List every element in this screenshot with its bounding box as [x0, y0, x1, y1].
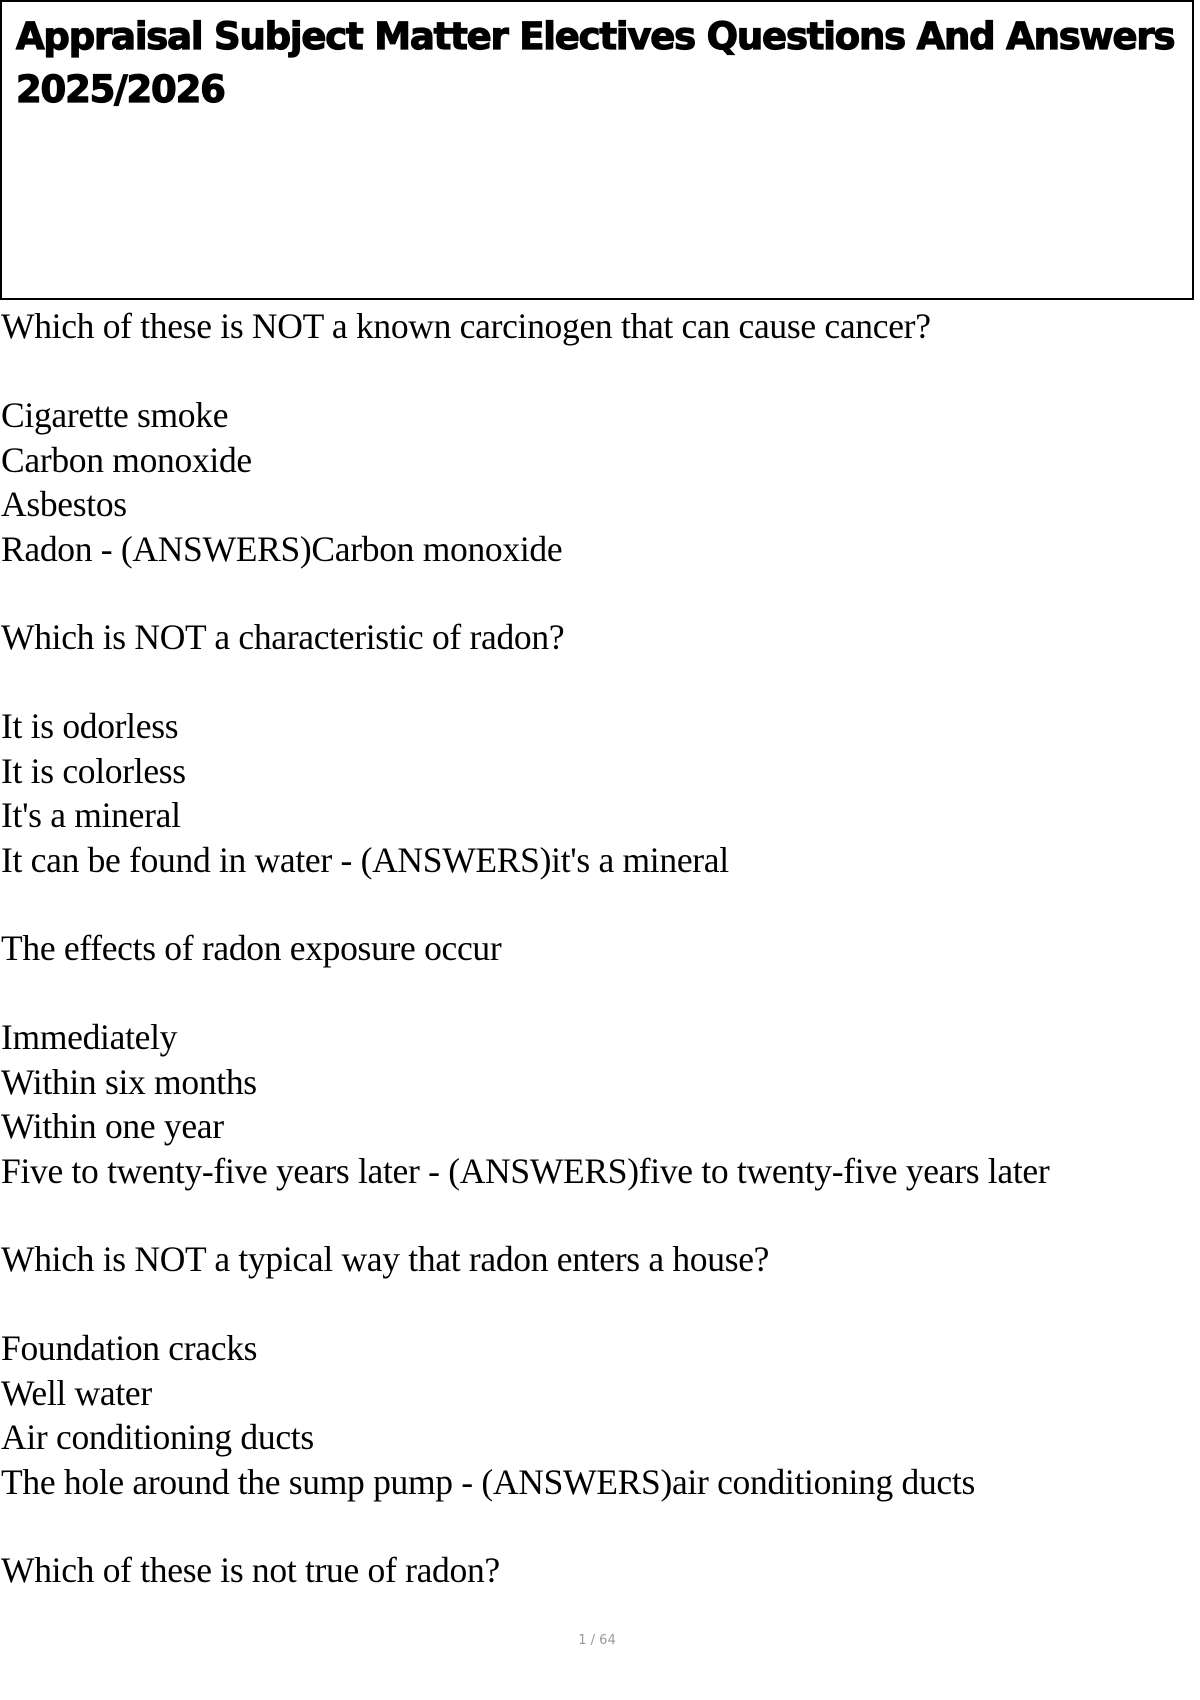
- question-block-3: [1, 926, 1191, 1193]
- document-title-line-1: Appraisal Subject Matter Electives Questions And Answers: [16, 15, 1175, 58]
- answer-option: Well water: [1, 1372, 152, 1413]
- answer-option: Asbestos: [1, 484, 127, 524]
- question-text: Which of these is NOT a known carcinogen that can cause cancer?: [1, 306, 931, 346]
- question-text: Which is NOT a characteristic of radon?: [1, 617, 565, 657]
- document-title-line-2: 2025/2026: [16, 68, 225, 111]
- question-text: Which of these is not true of radon?: [1, 1550, 500, 1590]
- question-block-2: [1, 615, 1191, 882]
- answer-option-with-answer: It can be found in water - (ANSWERS)it's a mineral: [1, 839, 729, 880]
- page-indicator: 1 / 64: [578, 1633, 616, 1648]
- question-text: Which is NOT a typical way that radon enters a house?: [1, 1239, 770, 1279]
- answer-option: Foundation cracks: [1, 1328, 258, 1368]
- answer-option: Carbon monoxide: [1, 439, 252, 480]
- answer-option: It is colorless: [1, 750, 186, 791]
- answer-option-with-answer: Radon - (ANSWERS)Carbon monoxide: [1, 528, 563, 569]
- document-title: [16, 10, 1180, 116]
- question-text: The effects of radon exposure occur: [1, 928, 502, 968]
- answer-option: Within six months: [1, 1061, 257, 1102]
- title-box: [0, 0, 1194, 300]
- answer-option-with-answer: Five to twenty-five years later - (ANSWERS)five to twenty-five years later: [1, 1150, 1050, 1191]
- answer-option: Within one year: [1, 1106, 224, 1146]
- answer-option: It's a mineral: [1, 795, 181, 835]
- answer-option: It is odorless: [1, 706, 179, 746]
- answer-option: Immediately: [1, 1017, 178, 1057]
- question-block-4: [1, 1237, 1191, 1504]
- answer-option-with-answer: The hole around the sump pump - (ANSWERS)air conditioning ducts: [1, 1461, 975, 1502]
- answer-option: Cigarette smoke: [1, 395, 229, 435]
- question-block-5: [1, 1548, 1191, 1593]
- answer-option: Air conditioning ducts: [1, 1417, 314, 1457]
- question-block-1: [1, 304, 1191, 571]
- question-list: [1, 304, 1191, 1637]
